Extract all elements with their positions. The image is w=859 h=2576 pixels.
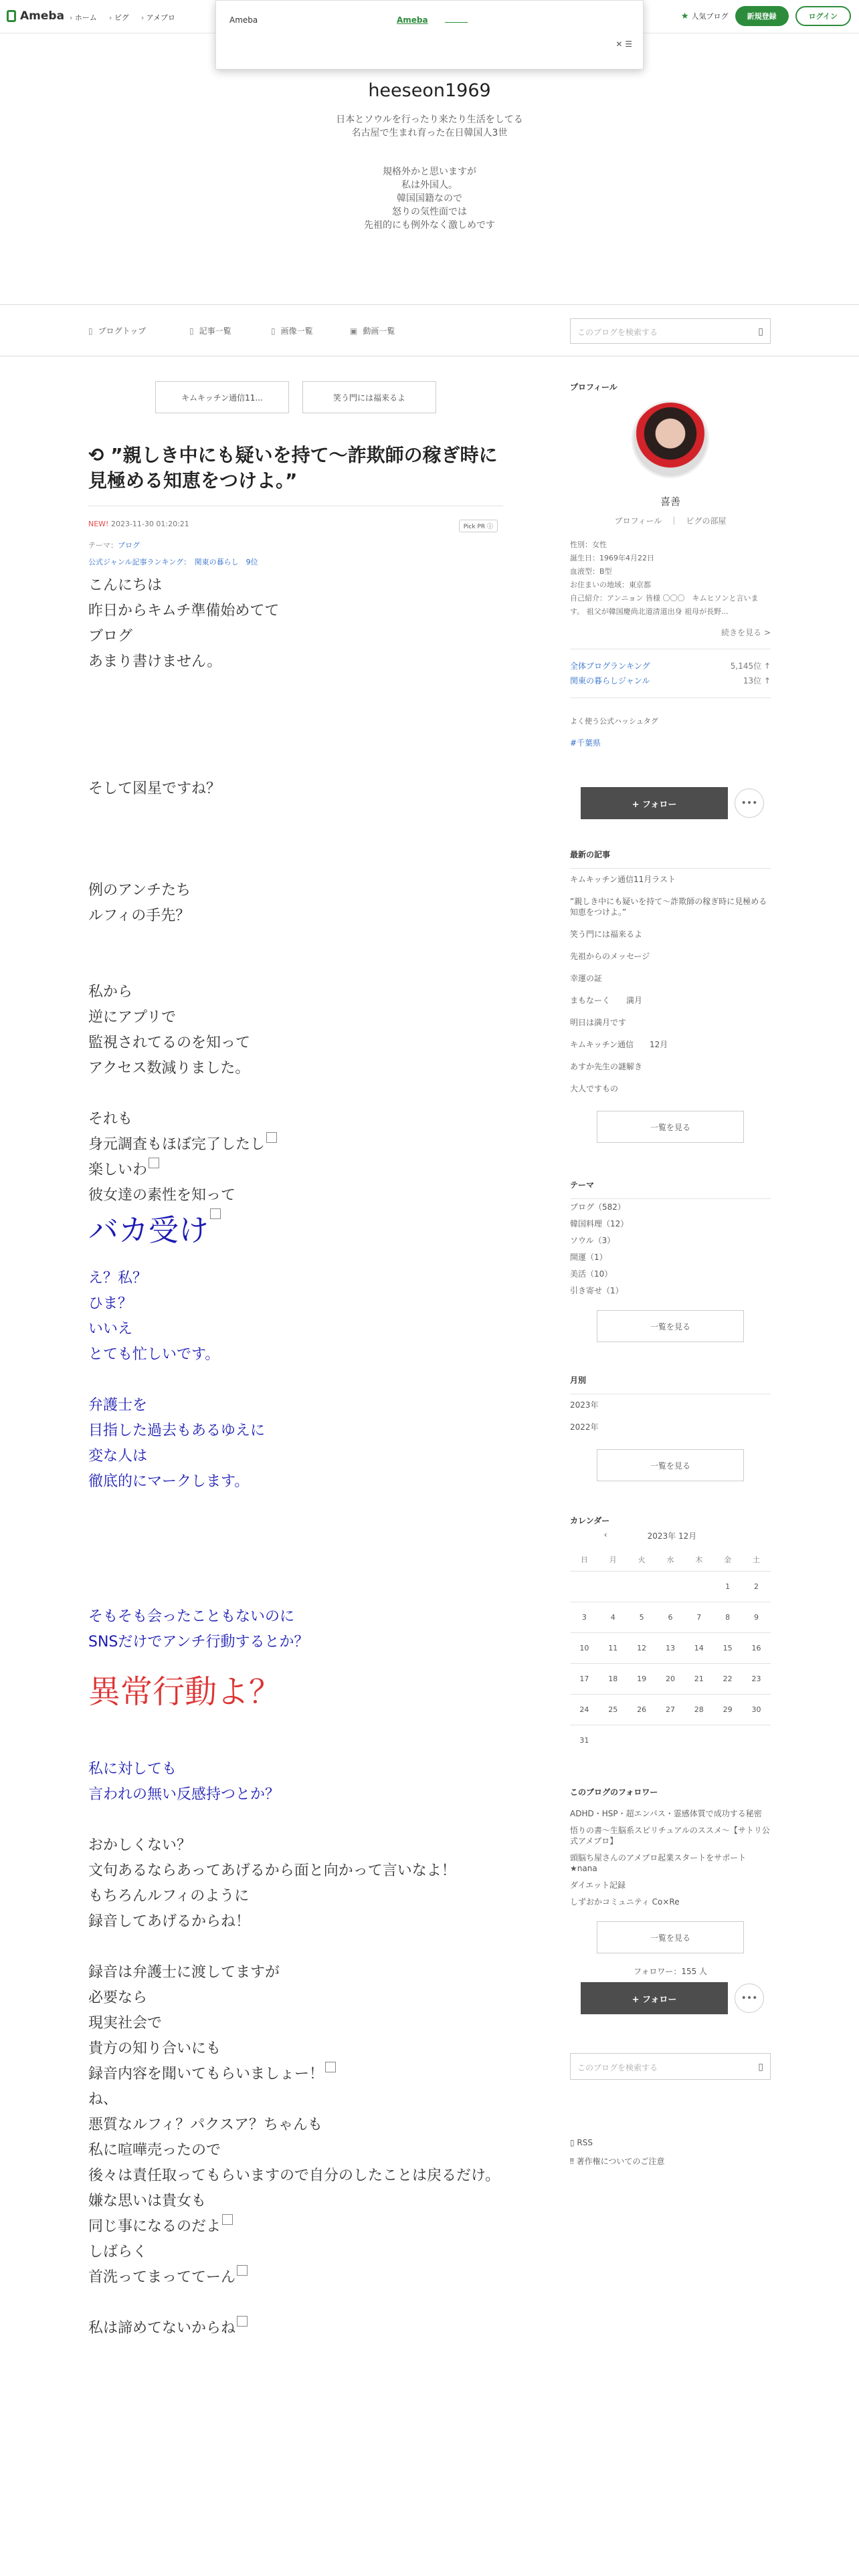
rss-icon: ▯ <box>570 2138 577 2147</box>
entry-date: 2023-11-30 01:20:21 <box>110 520 189 528</box>
emoji-image <box>237 2316 248 2327</box>
follower-count: フォロワー：155 人 <box>633 1967 708 1976</box>
profile-name[interactable]: 喜善 <box>660 496 680 508</box>
follower-item[interactable]: 悟りの書〜生脳系スピリチュアルのススメ〜【サトリ公式アメブロ】 <box>570 1822 771 1850</box>
more-menu-button[interactable]: ••• <box>735 788 764 818</box>
gnav-pigg[interactable]: › ピグ <box>109 12 129 23</box>
theme-item[interactable]: 韓国料理（12） <box>570 1216 771 1232</box>
sidebar <box>570 381 771 2171</box>
big-text-abnormal: 異常行動よ？ <box>88 1673 282 1711</box>
theme-section <box>570 1179 771 1342</box>
theme-item[interactable]: 開運（1） <box>570 1249 771 1266</box>
rss-link[interactable]: ▯ RSS <box>570 2138 593 2147</box>
ad-popup <box>215 0 644 70</box>
recent-entries <box>570 849 771 1143</box>
followers-heading: このブログのフォロワー <box>570 1788 658 1797</box>
recent-item[interactable]: キムキッチン通信 12月 <box>570 1034 771 1056</box>
recent-item[interactable]: 幸運の証 <box>570 968 771 990</box>
hashtag-heading: よく使う公式ハッシュタグ <box>570 717 658 726</box>
theme-item[interactable]: ソウル（3） <box>570 1232 771 1249</box>
calendar-table: 日 月 火 水 木 金 土 1 2 3 4 5 6 7 8 9 10 11 12 13 14 15 16 17 18 19 20 21 22 23 24 25 26 27 28 29 30 31 <box>570 1548 771 1755</box>
followers-section <box>570 1786 771 2014</box>
search-icon[interactable]: ▯ <box>758 326 763 337</box>
profile-links[interactable]: プロフィール ｜ ピグの部屋 <box>614 516 727 526</box>
new-badge: NEW! <box>88 520 109 528</box>
emoji-image <box>266 1132 277 1143</box>
ranking-box: 全体ブログランキング 5,145位 ↑ 関東の暮らしジャンル 13位 ↑ <box>570 649 771 697</box>
recent-item[interactable]: まもなーく 満月 <box>570 990 771 1012</box>
search-icon[interactable]: ▯ <box>758 2062 763 2072</box>
crown-icon: ★ <box>680 11 689 21</box>
register-button[interactable]: 新規登録 <box>735 6 789 26</box>
more-menu-button-bottom[interactable]: ••• <box>735 1983 764 2013</box>
nav-blog-top[interactable]: ▯ ブログトップ <box>88 326 147 336</box>
entry-body: こんにちは 昨日からキムチ準備始めてて ブログ あまり書けません。 そして図星ですね？ 例のアンチたち ルフィの手先？ 私から 逆にアプリで 監視されてるのを知って アクセス数減りました。 それも 身元調査もほぼ完了したし 楽しいわ 彼女達の素性を知って バカ受け え？私？ ひま？ いいえ とても忙しいです。 弁護士を 目指した過去もあるゆえに 変な人は 徹底的にマークします。 そもそも会ったこともないのに SNSだけでアンチ行動するとか？ 異常行動よ？ 私に対しても 言われの無い反感持つとか？ おかしくない？ 文句あるならあってあげるから面と向かって言いなよ！ もちろんルフィのように 録音してあげるからね！ 録音は弁護士に渡してますが 必要なら 現実社会で 貴方の知り合いにも 録音内容を聞いてもらいましょー！ ね、 悪質なルフィ？パクスア？ちゃんも 私に喧嘩売ったので 後々は責任取ってもらいますので自分のしたことは戻るだけ。 嫌な思いは貴女も 同じ事になるのだよ しばらく 首洗ってまっててーん 私は諦めてないからね <box>88 573 503 2341</box>
emoji-image <box>149 1158 159 1168</box>
emoji-image <box>210 1208 221 1219</box>
blog-search-input[interactable]: このブログを検索する ▯ <box>570 318 771 344</box>
theme-item[interactable]: ブログ（582） <box>570 1199 771 1216</box>
month-section <box>570 1374 771 1481</box>
home-icon: ▯ <box>88 326 93 336</box>
genre-ranking-link-side[interactable]: 関東の暮らしジャンル <box>570 676 650 685</box>
blog-nav <box>0 304 859 356</box>
genre-ranking-link[interactable]: 公式ジャンル記事ランキング： 関東の暮らし 9位 <box>88 558 258 566</box>
list-icon: ▯ <box>189 326 194 336</box>
emoji-image <box>237 2265 248 2276</box>
emoji-image <box>222 2214 233 2225</box>
entry-pager <box>88 381 503 413</box>
video-icon: ▣ <box>350 326 358 336</box>
nav-entry-list[interactable]: ▯ 記事一覧 <box>189 326 231 336</box>
login-button[interactable]: ログイン <box>795 6 851 26</box>
nav-image-list[interactable]: ▯ 画像一覧 <box>271 326 313 336</box>
image-icon: ▯ <box>271 326 276 336</box>
entry-main <box>88 381 503 2341</box>
recent-item[interactable]: 先祖からのメッセージ <box>570 946 771 968</box>
overall-ranking-link[interactable]: 全体ブログランキング <box>570 661 650 671</box>
month-item[interactable]: 2022年 <box>570 1416 771 1438</box>
blog-header <box>0 80 859 232</box>
calendar-prev-button[interactable]: ‹ <box>603 1530 607 1539</box>
recent-item[interactable]: 明日は満月です <box>570 1012 771 1034</box>
follower-item[interactable]: 頭脳ち屋さんのアメブロ起業スタートをサポート★nana <box>570 1850 771 1877</box>
follow-button[interactable]: + フォロー <box>581 787 728 819</box>
month-item[interactable]: 2023年 <box>570 1394 771 1416</box>
profile-more-link[interactable]: 続きを見る > <box>721 628 771 637</box>
emoji-image <box>325 2062 336 2072</box>
gnav-home[interactable]: › ホーム <box>70 12 97 23</box>
profile-heading: プロフィール <box>570 383 617 392</box>
calendar-heading: カレンダー <box>570 1516 610 1525</box>
popup-title: Ameba <box>229 15 258 25</box>
theme-heading: テーマ <box>570 1180 595 1190</box>
followers-list-button[interactable]: 一覧を見る <box>597 1921 744 1953</box>
info-icon: ‼ <box>570 2157 577 2166</box>
follower-item[interactable]: しずおかコミュニティ Co×Re <box>570 1894 771 1911</box>
popup-link[interactable]: Ameba <box>397 15 428 25</box>
global-nav <box>70 12 175 23</box>
month-list-button[interactable]: 一覧を見る <box>597 1449 744 1481</box>
gnav-ameblo[interactable]: › アメブロ <box>141 12 175 23</box>
header-actions <box>681 6 851 26</box>
profile-avatar[interactable] <box>632 401 709 478</box>
hashtag-link[interactable]: #千葉県 <box>570 738 601 748</box>
reblog-icon: ⟲ <box>88 444 111 466</box>
copyright-link[interactable]: ‼ 著作権についてのご注意 <box>570 2157 665 2166</box>
theme-list-button[interactable]: 一覧を見る <box>597 1310 744 1342</box>
big-text-baka: バカ受け <box>88 1212 209 1248</box>
ameba-logo-icon <box>7 10 16 22</box>
recent-heading: 最新の記事 <box>570 850 611 859</box>
recent-item[interactable]: 大人ですもの <box>570 1078 771 1100</box>
recent-item[interactable]: ”親しき中にも疑いを持て〜詐欺師の稼ぎ時に見極める知恵をつけよ。” <box>570 891 771 924</box>
next-entry-link[interactable]: 笑う門には福来るよ <box>302 381 436 413</box>
recent-item[interactable]: 笑う門には福来るよ <box>570 924 771 946</box>
sidebar-search-input[interactable]: このブログを検索する ▯ <box>570 2053 771 2080</box>
ameba-logo[interactable]: Ameba <box>7 9 64 23</box>
theme-item[interactable]: 引き寄せ（1） <box>570 1283 771 1299</box>
theme-item[interactable]: 美活（10） <box>570 1266 771 1283</box>
pick-pr-badge[interactable]: Pick PR ⓘ <box>459 520 498 532</box>
month-heading: 月別 <box>570 1376 587 1385</box>
follower-item[interactable]: ダイエット記録 <box>570 1877 771 1894</box>
nav-video-list[interactable]: ▣ 動画一覧 <box>350 326 395 336</box>
blog-title[interactable]: heeseon1969 <box>368 80 491 101</box>
entry-title[interactable]: ⟲ ”親しき中にも疑いを持て〜詐欺師の稼ぎ時に見極める知恵をつけよ。” <box>88 443 503 506</box>
blog-description: 日本とソウルを行ったり来たり生活をしてる 名古屋で生まれ育った在日韓国人3世 規格外かと思いますが 私は外国人。 韓国国籍なので 怒りの気性面では 先祖的にも例外なく激しめです <box>336 114 523 231</box>
calendar-title: 2023年 12月 <box>647 1531 697 1541</box>
popular-blog-link[interactable]: ★ 人気ブログ <box>680 11 729 21</box>
recent-list-button[interactable]: 一覧を見る <box>597 1111 744 1143</box>
entry-theme: テーマ：ブログ <box>88 541 140 550</box>
prev-entry-link[interactable]: キムキッチン通信11... <box>155 381 289 413</box>
popup-close-button[interactable]: ✕ ☰ <box>615 39 632 49</box>
entry-meta <box>88 520 503 573</box>
profile-info: 性別：女性 誕生日：1969年4月22日 血液型：B型 お住まいの地域：東京都 自己紹介：アンニョン 皆様 〇〇〇 キムヒソンと言います。 祖父が韓国慶尚北道清道出身 祖母が長野... <box>570 540 759 616</box>
calendar-section <box>570 1515 771 1755</box>
follow-button-bottom[interactable]: + フォロー <box>581 1982 728 2014</box>
follower-item[interactable]: ADHD・HSP・超エンパス・霊感体質で成功する秘密 <box>570 1806 771 1822</box>
popup-divider <box>445 22 468 23</box>
recent-item[interactable]: キムキッチン通信11月ラスト <box>570 869 771 891</box>
entry-theme-link[interactable]: ブログ <box>118 541 140 550</box>
recent-item[interactable]: あすか先生の謎解き <box>570 1056 771 1078</box>
